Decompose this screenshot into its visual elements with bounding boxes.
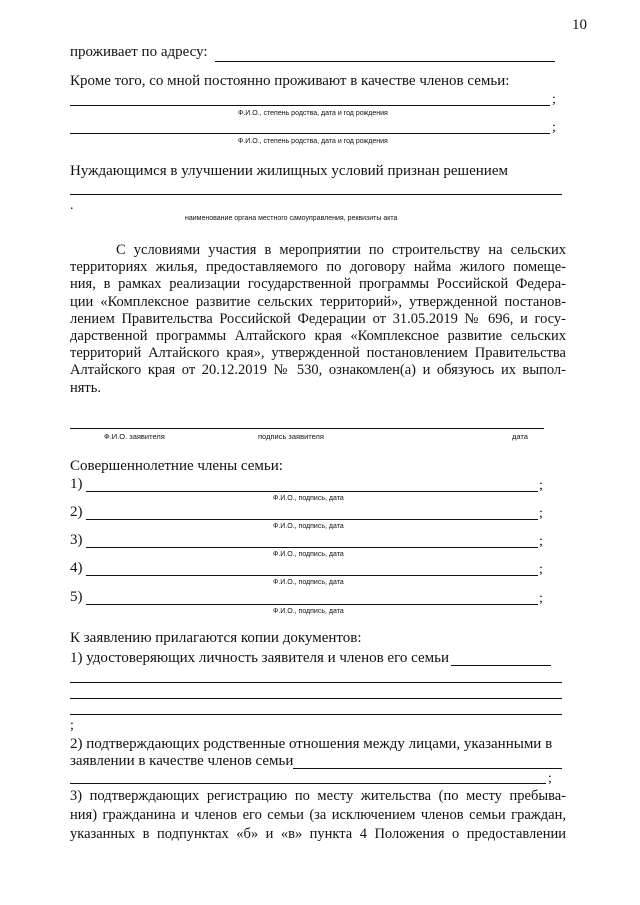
paragraph-line: ции «Комплексное развитие сельских территорий», утвержденной постанов- xyxy=(70,293,566,310)
paragraph-line: С условиями участия в мероприятии по строительству на сельских xyxy=(116,242,566,258)
adult-member-fill-line xyxy=(86,519,538,520)
adult-member-semicolon: ; xyxy=(539,591,543,606)
adult-member-caption: Ф.И.О., подпись, дата xyxy=(273,551,344,558)
attachment-1-fill-line-2 xyxy=(70,682,562,683)
attachment-2-fill-line xyxy=(293,768,562,769)
adult-member-number: 1) xyxy=(70,476,83,492)
need-fill-line xyxy=(70,194,562,195)
paragraph-line: лением Правительства Российской Федерации от 31.05.2019 № 696, и госу- xyxy=(70,310,566,327)
applicant-signature-caption: подпись заявителя xyxy=(258,432,324,441)
attachment-1-text: 1) удостоверяющих личность заявителя и членов его семьи xyxy=(70,650,449,666)
family-fill-line-1 xyxy=(70,105,550,106)
family-caption-1: Ф.И.О., степень родства, дата и год рождения xyxy=(238,110,388,117)
adult-member-caption: Ф.И.О., подпись, дата xyxy=(273,523,344,530)
adult-member-semicolon: ; xyxy=(539,562,543,577)
adult-members-label: Совершеннолетние члены семьи: xyxy=(70,458,283,474)
attachment-1-semicolon: ; xyxy=(70,718,74,733)
adult-member-caption: Ф.И.О., подпись, дата xyxy=(273,495,344,502)
applicant-date-caption: дата xyxy=(512,432,528,441)
attachments-intro: К заявлению прилагаются копии документов: xyxy=(70,630,362,646)
adult-member-fill-line xyxy=(86,491,538,492)
attachment-3-line: указанных в подпунктах «б» и «в» пункта 4 Положения о предоставлении xyxy=(70,826,566,842)
family-intro: Кроме того, со мной постоянно проживают в качестве членов семьи: xyxy=(70,73,510,89)
adult-member-fill-line xyxy=(86,547,538,548)
adult-member-semicolon: ; xyxy=(539,506,543,521)
paragraph-line: нять. xyxy=(70,379,102,396)
adult-member-fill-line xyxy=(86,575,538,576)
conditions-paragraph xyxy=(70,242,566,397)
address-label: проживает по адресу: xyxy=(70,44,208,60)
paragraph-line: дарственной программы Алтайского края «Комплексное развитие сельских xyxy=(70,328,566,345)
need-text: Нуждающимся в улучшении жилищных условий признан решением xyxy=(70,163,508,179)
adult-member-number: 5) xyxy=(70,589,83,605)
family-caption-2: Ф.И.О., степень родства, дата и год рождения xyxy=(238,138,388,145)
paragraph-line: территориях жилья, предоставляемого по договору найма жилого помеще- xyxy=(70,259,566,276)
need-dot: . xyxy=(70,198,74,213)
attachment-1-fill-line-3 xyxy=(70,698,562,699)
applicant-fio-caption: Ф.И.О. заявителя xyxy=(104,432,165,441)
attachment-3-line: 3) подтверждающих регистрацию по месту жительства (по месту пребыва- xyxy=(70,788,566,804)
paragraph-line: территорий Алтайского края», утвержденной постановлением Правительства xyxy=(70,345,566,362)
family-fill-line-2 xyxy=(70,133,550,134)
attachment-3-paragraph xyxy=(70,787,566,844)
paragraph-line: Алтайского края от 20.12.2019 № 530, ознакомлен(а) и обязуюсь их выпол- xyxy=(70,362,566,379)
page-number: 10 xyxy=(572,17,587,33)
adult-member-caption: Ф.И.О., подпись, дата xyxy=(273,579,344,586)
adult-member-number: 3) xyxy=(70,532,83,548)
attachment-2-fill-line-2 xyxy=(70,783,546,784)
applicant-signature-line xyxy=(70,428,544,429)
adult-member-caption: Ф.И.О., подпись, дата xyxy=(273,608,344,615)
family-line-2-semicolon: ; xyxy=(552,120,556,135)
adult-member-semicolon: ; xyxy=(539,478,543,493)
adult-member-fill-line xyxy=(86,604,538,605)
attachment-1-fill-line xyxy=(451,665,551,666)
adult-member-number: 4) xyxy=(70,560,83,576)
attachment-2-line-1: 2) подтверждающих родственные отношения между лицами, указанными в xyxy=(70,736,553,752)
attachment-1-fill-line-4 xyxy=(70,714,562,715)
attachment-2-semicolon: ; xyxy=(548,771,552,786)
attachment-2-line-2: заявлении в качестве членов семьи xyxy=(70,753,294,769)
attachment-3-line: ния) гражданина и членов его семьи (за исключением членов семьи граждан, xyxy=(70,807,566,823)
address-fill-line xyxy=(215,61,555,62)
adult-member-number: 2) xyxy=(70,504,83,520)
family-line-1-semicolon: ; xyxy=(552,92,556,107)
paragraph-line: ния, в рамках реализации государственной программы Российской Федера- xyxy=(70,276,566,293)
adult-member-semicolon: ; xyxy=(539,534,543,549)
authority-caption: наименование органа местного самоуправления, реквизиты акта xyxy=(185,215,398,222)
